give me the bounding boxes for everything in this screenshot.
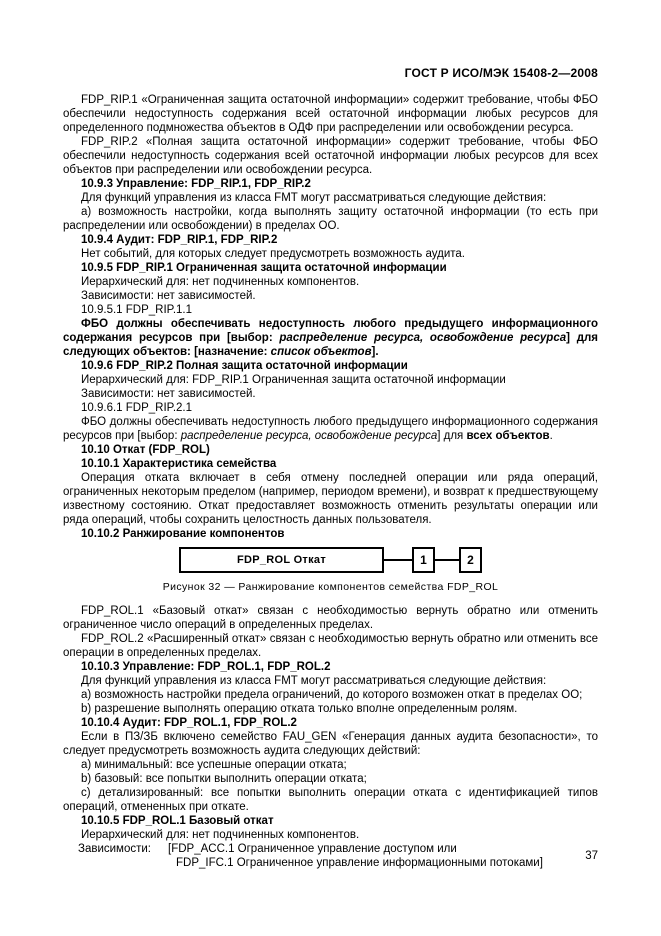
assignment-operation: список объектов (270, 346, 372, 358)
paragraph-rollback-intro: Операция отката включает в себя отмену последней операции или ряда операций, ограниченных некоторым пределом (например, периодом времени), и возврат к предшествующему известному состоянию. Откат предоставляет возможность отменить результаты операции или ряда операций, чтобы сохранить целостность данных пользователя. (63, 472, 598, 526)
component-node-2: 2 (459, 547, 482, 573)
list-item-audit-a: a) минимальный: все успешные операции отката; (81, 759, 347, 771)
heading-10-9-5: 10.9.5 FDP_RIP.1 Ограниченная защита остаточной информации (81, 262, 447, 274)
heading-10-10-1: 10.10.1 Характеристика семейства (81, 458, 277, 470)
paragraph-fdp-rol1-intro: FDP_ROL.1 «Базовый откат» связан с необходимостью вернуть обратно или отменить ограниченное число операций в определенных пределах. (63, 605, 598, 631)
dependencies-list (168, 842, 598, 870)
dependencies-block (63, 842, 598, 870)
page-number: 37 (585, 850, 598, 862)
paragraph-hierarchical-rip2: Иерархический для: FDP_RIP.1 Ограниченная защита остаточной информации (81, 374, 506, 386)
paragraph-fdp-rol2-intro: FDP_ROL.2 «Расширенный откат» связан с необходимостью вернуть обратно или отменить все операции в определенных пределах. (63, 633, 598, 659)
heading-10-10-5: 10.10.5 FDP_ROL.1 Базовый откат (81, 815, 274, 827)
component-node-1: 1 (412, 547, 435, 573)
family-box: FDP_ROL Откат (179, 547, 384, 573)
paragraph-no-audit-events: Нет событий, для которых следует предусмотреть возможность аудита. (81, 248, 465, 260)
document-body (63, 93, 598, 870)
selection-operation: распределение ресурса, освобождение ресурса (180, 430, 438, 442)
requirement-text: ] для (437, 430, 467, 442)
list-item-rol-a: a) возможность настройки предела ограничений, до которого возможен откат в пределах ОО; (81, 689, 583, 701)
requirement-text: ] для следующих объектов: [назначение: (63, 332, 599, 358)
heading-10-9-3: 10.9.3 Управление: FDP_RIP.1, FDP_RIP.2 (81, 178, 311, 190)
paragraph-10-9-6-1: 10.9.6.1 FDP_RIP.2.1 (81, 402, 193, 414)
heading-10-9-4: 10.9.4 Аудит: FDP_RIP.1, FDP_RIP.2 (81, 234, 278, 246)
requirement-text: . (549, 430, 553, 442)
figure-component-levelling (63, 547, 598, 594)
list-item-rol-b: b) разрешение выполнять операцию отката только вполне определенным ролям. (81, 703, 518, 715)
heading-10-10: 10.10 Откат (FDP_ROL) (81, 444, 210, 456)
paragraph-fdp-rip2-intro: FDP_RIP.2 «Полная защита остаточной информации» содержит требование, чтобы ФБО обеспечили недоступность содержания всей остаточной информации любых ресурсов для всех объектов при распределении или освобождении ресурса. (63, 136, 598, 176)
selection-operation: распределение ресурса, освобождение ресурса (279, 332, 567, 344)
paragraph-dependencies-rip2: Зависимости: нет зависимостей. (81, 388, 256, 400)
heading-10-10-3: 10.10.3 Управление: FDP_ROL.1, FDP_ROL.2 (81, 661, 331, 673)
requirement-text: ФБО должны обеспечивать недоступность любого предыдущего информационного содержания ресурсов при [выбор: (63, 318, 598, 344)
paragraph-fmt-actions-rol: Для функций управления из класса FMT могут рассматриваться следующие действия: (81, 675, 547, 687)
figure-caption: Рисунок 32 — Ранжирование компонентов семейства FDP_ROL (162, 581, 499, 593)
heading-10-10-2: 10.10.2 Ранжирование компонентов (81, 528, 285, 540)
emphasis-all-objects: всех объектов (466, 430, 550, 442)
list-item-audit-c: c) детализированный: все попытки выполнить операции отката с идентификацией типов операций, отмененных при откате. (63, 787, 598, 813)
dependency-fdp-acc-1: [FDP_ACC.1 Ограниченное управление доступом или (168, 843, 457, 855)
list-item-audit-b: b) базовый: все попытки выполнить операции отката; (81, 773, 367, 785)
requirement-text: ]. (371, 346, 379, 358)
connector-line (384, 559, 412, 561)
paragraph-hierarchical-rip1: Иерархический для: нет подчиненных компонентов. (81, 276, 360, 288)
running-header: ГОСТ Р ИСО/МЭК 15408-2—2008 (404, 66, 598, 80)
paragraph-10-9-5-1: 10.9.5.1 FDP_RIP.1.1 (81, 304, 193, 316)
dependency-fdp-ifc-1: FDP_IFC.1 Ограниченное управление информационными потоками] (176, 857, 543, 869)
heading-10-9-6: 10.9.6 FDP_RIP.2 Полная защита остаточной информации (81, 360, 408, 372)
list-item-rip-a: а) возможность настройки, когда выполнять защиту остаточной информации (то есть при распределении или освобождении) в пределах ОО. (63, 206, 598, 232)
paragraph-fmt-actions-rip: Для функций управления из класса FMT могут рассматриваться следующие действия: (81, 192, 547, 204)
connector-line (435, 559, 459, 561)
dependencies-label: Зависимости: (78, 843, 151, 855)
requirement-fdp-rip-1-1 (63, 317, 598, 359)
figure-diagram (63, 547, 598, 573)
requirement-text: ФБО должны обеспечивать недоступность любого предыдущего информационного содержания ресурсов при [выбор: (63, 416, 598, 442)
paragraph-dependencies-rip1: Зависимости: нет зависимостей. (81, 290, 256, 302)
requirement-fdp-rip-2-1 (63, 415, 598, 443)
paragraph-audit-rol: Если в ПЗ/ЗБ включено семейство FAU_GEN «Генерация данных аудита безопасности», то следует предусмотреть возможность аудита следующих действий: (63, 731, 598, 757)
paragraph-fdp-rip1-intro: FDP_RIP.1 «Ограниченная защита остаточной информации» содержит требование, чтобы ФБО обеспечили недоступность содержания всей остаточной информации любых ресурсов для определенного подмножества объектов в ОДФ при распределении или освобождении ресурса. (63, 94, 598, 134)
heading-10-10-4: 10.10.4 Аудит: FDP_ROL.1, FDP_ROL.2 (81, 717, 297, 729)
paragraph-hierarchical-rol1: Иерархический для: нет подчиненных компонентов. (81, 829, 360, 841)
